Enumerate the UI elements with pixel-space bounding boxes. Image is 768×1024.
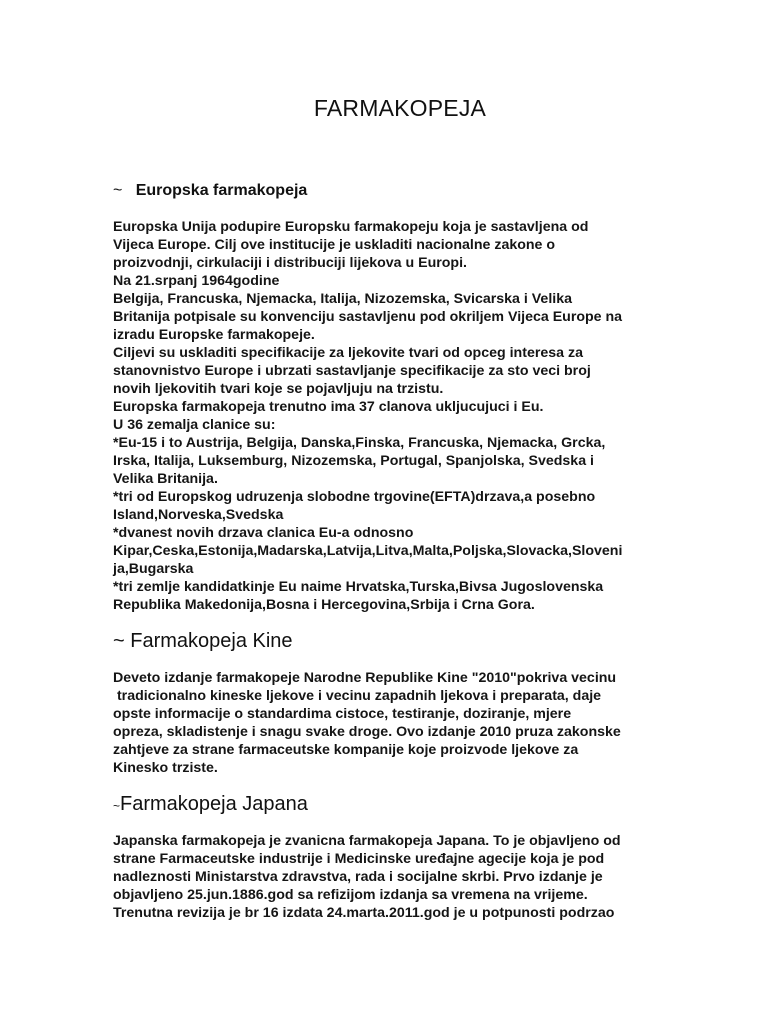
section-heading-europska (113, 182, 307, 200)
body-line: Britanija potpisale su konvenciju sastavljenu pod okriljem Vijeca Europe na (113, 309, 623, 325)
tilde-marker: ~ (113, 799, 121, 813)
body-line: tradicionalno kineske ljekove i vecinu zapadnih ljekova i preparata, daje (113, 688, 602, 704)
section-body-kine (113, 669, 658, 777)
tilde-marker: ~ (113, 630, 125, 652)
body-line: Europska Unija podupire Europsku farmakopeju koja je sastavljena od (113, 219, 589, 235)
body-line: ja,Bugarska (113, 561, 194, 577)
section-heading-text: Farmakopeja Japana (120, 793, 308, 815)
body-line: Vijeca Europe. Cilj ove institucije je uskladiti nacionalne zakone o (113, 237, 556, 253)
body-line: novih ljekovitih tvari koje se pojavljuju na trzistu. (113, 381, 444, 397)
body-line: Deveto izdanje farmakopeje Narodne Republike Kine "2010"pokriva vecinu (113, 670, 617, 686)
section-heading-kine (113, 630, 293, 653)
body-line: Irska, Italija, Luksemburg, Nizozemska, Portugal, Spanjolska, Svedska i (113, 453, 594, 469)
body-line: stanovnistvo Europe i ubrzati sastavljanje specifikacije za sto veci broj (113, 363, 591, 379)
body-line: Japanska farmakopeja je zvanicna farmakopeja Japana. To je objavljeno od (113, 833, 621, 849)
body-line: objavljeno 25.jun.1886.god sa refizijom izdanja sa vremena na vrijeme. (113, 887, 588, 903)
body-line: *tri zemlje kandidatkinje Eu naime Hrvatska,Turska,Bivsa Jugoslovenska (113, 579, 604, 595)
body-line: opste informacije o standardima cistoce, testiranje, doziranje, mjere (113, 706, 572, 722)
body-line: strane Farmaceutske industrije i Medicinske uređajne agecije koja je pod (113, 851, 605, 867)
body-line: U 36 zemalja clanice su: (113, 417, 276, 433)
body-line: izradu Europske farmakopeje. (113, 327, 315, 343)
body-line: *Eu-15 i to Austrija, Belgija, Danska,Finska, Francuska, Njemacka, Grcka, (113, 435, 606, 451)
section-heading-japana (113, 793, 308, 816)
body-line: Ciljevi su uskladiti specifikacije za ljekovite tvari od opceg interesa za (113, 345, 583, 361)
body-line: Na 21.srpanj 1964godine (113, 273, 280, 289)
body-line: *dvanest novih drzava clanica Eu-a odnosno (113, 525, 414, 541)
document-title: FARMAKOPEJA (313, 95, 487, 121)
body-line: Belgija, Francuska, Njemacka, Italija, Nizozemska, Svicarska i Velika (113, 291, 572, 307)
body-line: zahtjeve za strane farmaceutske kompanije koje proizvode ljekove za (113, 742, 579, 758)
body-line: Trenutna revizija je br 16 izdata 24.marta.2011.god je u potpunosti podrzao (113, 905, 615, 921)
body-line: Velika Britanija. (113, 471, 218, 487)
body-line: nadleznosti Ministarstva zdravstva, rada i socijalne skrbi. Prvo izdanje je (113, 869, 603, 885)
body-line: Republika Makedonija,Bosna i Hercegovina,Srbija i Crna Gora. (113, 597, 535, 613)
section-body-europska (113, 218, 658, 614)
body-line: proizvodnji, cirkulaciji i distribuciji lijekova u Europi. (113, 255, 467, 271)
body-line: Kipar,Ceska,Estonija,Madarska,Latvija,Litva,Malta,Poljska,Slovacka,Sloveni (113, 543, 623, 559)
body-line: opreza, skladistenje i snagu svake droge. Ovo izdanje 2010 pruza zakonske (113, 724, 621, 740)
section-heading-text: Farmakopeja Kine (130, 630, 293, 652)
body-line: Kinesko trziste. (113, 760, 218, 776)
section-body-japana (113, 832, 658, 922)
section-heading-text: Europska farmakopeja (135, 182, 308, 199)
body-line: Europska farmakopeja trenutno ima 37 clanova ukljucujuci i Eu. (113, 399, 544, 415)
body-line: *tri od Europskog udruzenja slobodne trgovine(EFTA)drzava,a posebno (113, 489, 596, 505)
body-line: Island,Norveska,Svedska (113, 507, 284, 523)
tilde-marker: ~ (113, 182, 123, 199)
